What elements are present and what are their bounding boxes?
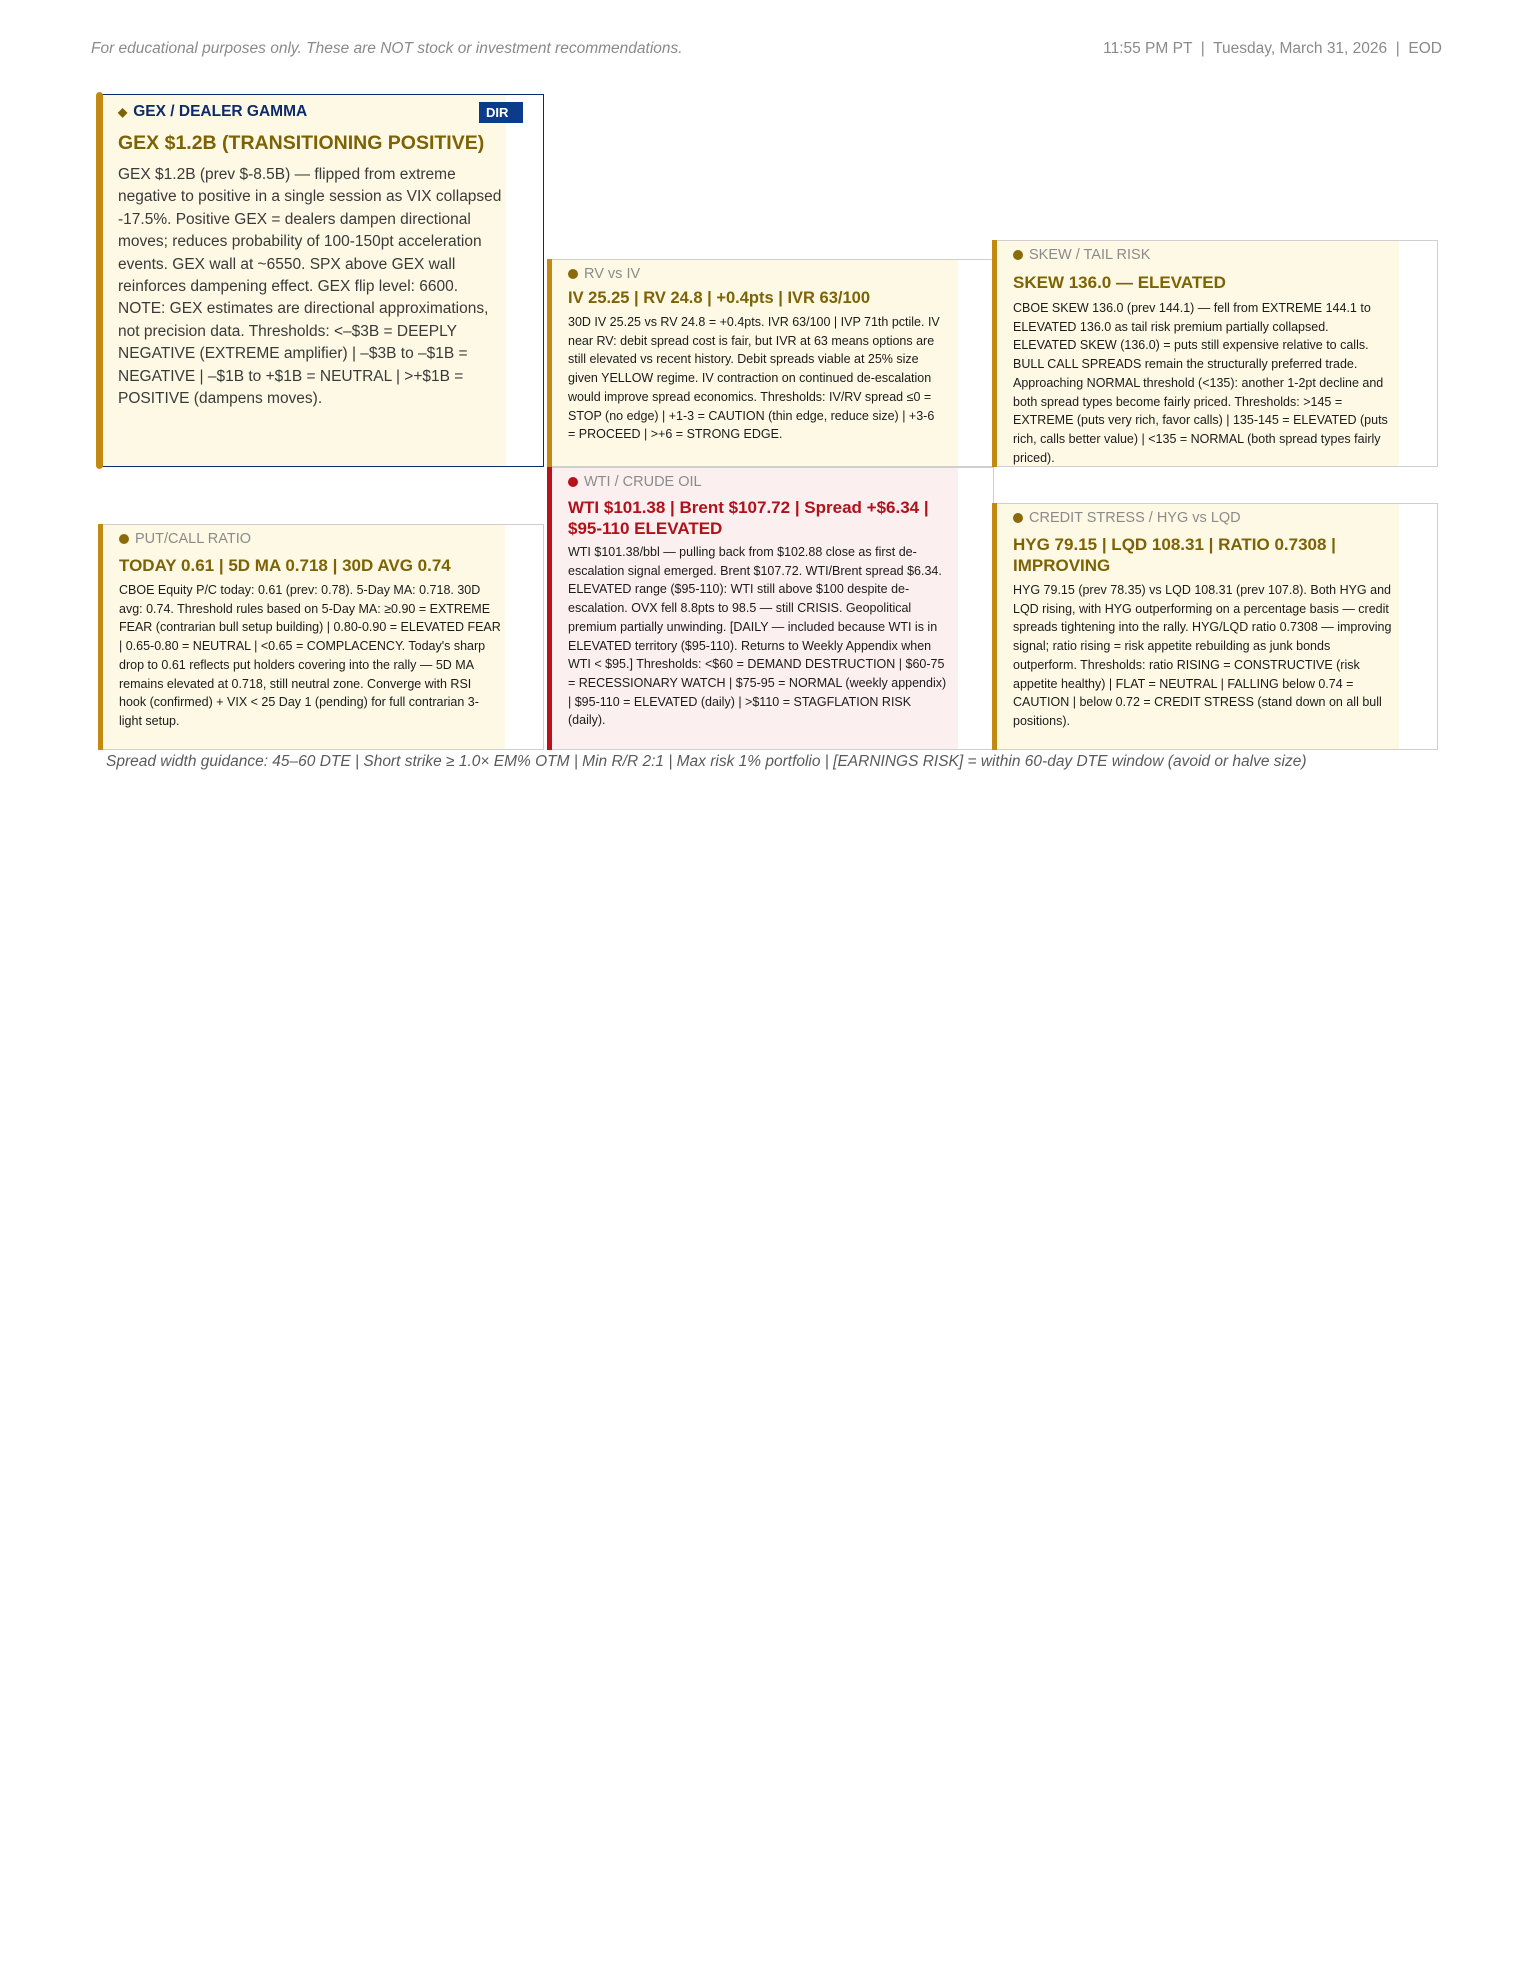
card-eyebrow <box>118 103 543 121</box>
card-eyebrow-label: CREDIT STRESS / HYG vs LQD <box>1029 510 1241 526</box>
card-body: HYG 79.15 (prev 78.35) vs LQD 108.31 (prev 107.8). Both HYG and LQD rising, with HYG outperforming on a percentage basis — credit spreads tightening into the rally. HYG/LQD ratio 0.7308 — improving signal; ratio rising = risk appetite rebuilding as junk bonds outperform. Thresholds: ratio RISING = CONSTRUCTIVE (risk appetite healthy) | FLAT = NEUTRAL | FALLING below 0.74 = CAUTION | below 0.72 = CREDIT STRESS (stand down on all bull positions). <box>1013 583 1392 728</box>
card-put-call-ratio <box>101 524 544 750</box>
card-headline: WTI $101.38 | Brent $107.72 | Spread +$6.34 | $95-110 ELEVATED <box>568 498 929 538</box>
card-eyebrow <box>119 531 543 547</box>
card-body: 30D IV 25.25 vs RV 24.8 = +0.4pts. IVR 63/100 | IVP 71th pctile. IV near RV: debit spread cost is fair, but IVR at 63 means options are still elevated vs recent history. Debit spreads viable at 25% size given YELLOW regime. IV contraction on continued de-escalation would improve spread economics. Thresholds: IV/RV spread ≤0 = STOP (no edge) | +1-3 = CAUTION (thin edge, reduce size) | +3-6 = PROCEED | >+6 = STRONG EDGE. <box>568 315 940 442</box>
card-headline: IV 25.25 | RV 24.8 | +0.4pts | IVR 63/100 <box>568 289 871 307</box>
card-eyebrow <box>1013 510 1437 526</box>
alert-dot-icon <box>568 477 578 487</box>
card-eyebrow-label: PUT/CALL RATIO <box>135 531 252 547</box>
dir-badge: DIR <box>479 102 523 123</box>
card-headline: SKEW 136.0 — ELEVATED <box>1013 273 1226 292</box>
card-body: GEX $1.2B (prev $-8.5B) — flipped from extreme negative to positive in a single session as VIX collapsed -17.5%. Positive GEX = dealers dampen directional moves; reduces probability of 100-150pt acceleration events. GEX wall at ~6550. SPX above GEX wall reinforces dampening effect. GEX flip level: 6600. NOTE: GEX estimates are directional approximations, not precision data. Thresholds: <–$3B = DEEPLY NEGATIVE (EXTREME amplifier) | –$3B to –$1B = NEGATIVE | –$1B to +$1B = NEUTRAL | >+$1B = POSITIVE (dampens moves). <box>118 166 502 408</box>
disclaimer: For educational purposes only. These are NOT stock or investment recommendations. <box>91 40 683 57</box>
card-credit-stress <box>995 503 1438 750</box>
card-skew-tail-risk <box>995 240 1438 467</box>
report-timestamp: 11:55 PM PT | Tuesday, March 31, 2026 | EOD <box>1103 40 1442 57</box>
card-eyebrow-label: GEX / DEALER GAMMA <box>133 103 308 120</box>
card-eyebrow-label: SKEW / TAIL RISK <box>1029 247 1151 263</box>
card-headline: TODAY 0.61 | 5D MA 0.718 | 30D AVG 0.74 <box>119 556 451 575</box>
card-eyebrow <box>568 474 993 490</box>
card-rv-vs-iv <box>550 259 994 467</box>
spread-guidance-note: Spread width guidance: 45–60 DTE | Short strike ≥ 1.0× EM% OTM | Min R/R 2:1 | Max risk 1% portfolio | [EARNINGS RISK] = within 60-day DTE window (avoid or halve size) <box>106 753 1307 770</box>
card-eyebrow <box>1013 247 1437 263</box>
card-body: WTI $101.38/bbl — pulling back from $102.88 close as first de-escalation signal emerged. Brent $107.72. WTI/Brent spread $6.34. ELEVATED range ($95-110): WTI still above $100 despite de-escalation. OVX fell 8.8pts to 98.5 — still CRISIS. Geopolitical premium partially unwinding. [DAILY — included because WTI is in ELEVATED territory ($95-110). Returns to Weekly Appendix when WTI < $95.] Thresholds: <$60 = DEMAND DESTRUCTION | $60-75 = RECESSIONARY WATCH | $75-95 = NORMAL (weekly appendix) | $95-110 = ELEVATED (daily) | >$110 = STAGFLATION RISK (daily). <box>568 545 947 728</box>
card-body: CBOE SKEW 136.0 (prev 144.1) — fell from EXTREME 144.1 to ELEVATED 136.0 as tail risk premium partially collapsed. ELEVATED SKEW (136.0) = puts still expensive relative to calls. BULL CALL SPREADS remain the structurally preferred trade. Approaching NORMAL threshold (<135): another 1-2pt decline and both spread types become fairly priced. Thresholds: >145 = EXTREME (puts very rich, favor calls) | 135-145 = ELEVATED (puts rich, calls better value) | <135 = NORMAL (both spread types fairly priced). <box>1013 301 1388 465</box>
status-dot-icon <box>1013 250 1023 260</box>
card-headline: GEX $1.2B (TRANSITIONING POSITIVE) <box>118 132 485 154</box>
card-wti-crude-oil <box>550 467 994 750</box>
card-eyebrow-label: RV vs IV <box>584 266 641 282</box>
card-eyebrow <box>568 266 993 282</box>
status-dot-icon <box>119 534 129 544</box>
card-headline: HYG 79.15 | LQD 108.31 | RATIO 0.7308 | IMPROVING <box>1013 535 1336 575</box>
diamond-icon: ◆ <box>118 105 128 119</box>
status-dot-icon <box>568 269 578 279</box>
card-body: CBOE Equity P/C today: 0.61 (prev: 0.78). 5-Day MA: 0.718. 30D avg: 0.74. Threshold rules based on 5-Day MA: ≥0.90 = EXTREME FEAR (contrarian bull setup building) | 0.80-0.90 = ELEVATED FEAR | 0.65-0.80 = NEUTRAL | <0.65 = COMPLACENCY. Today's sharp drop to 0.61 reflects put holders covering into the rally — 5D MA remains elevated at 0.718, still neutral zone. Converge with RSI hook (confirmed) + VIX < 25 Day 1 (pending) for full contrarian 3-light setup. <box>119 583 501 728</box>
status-dot-icon <box>1013 513 1023 523</box>
card-eyebrow-label: WTI / CRUDE OIL <box>584 474 702 490</box>
card-gex-dealer-gamma <box>101 94 544 467</box>
